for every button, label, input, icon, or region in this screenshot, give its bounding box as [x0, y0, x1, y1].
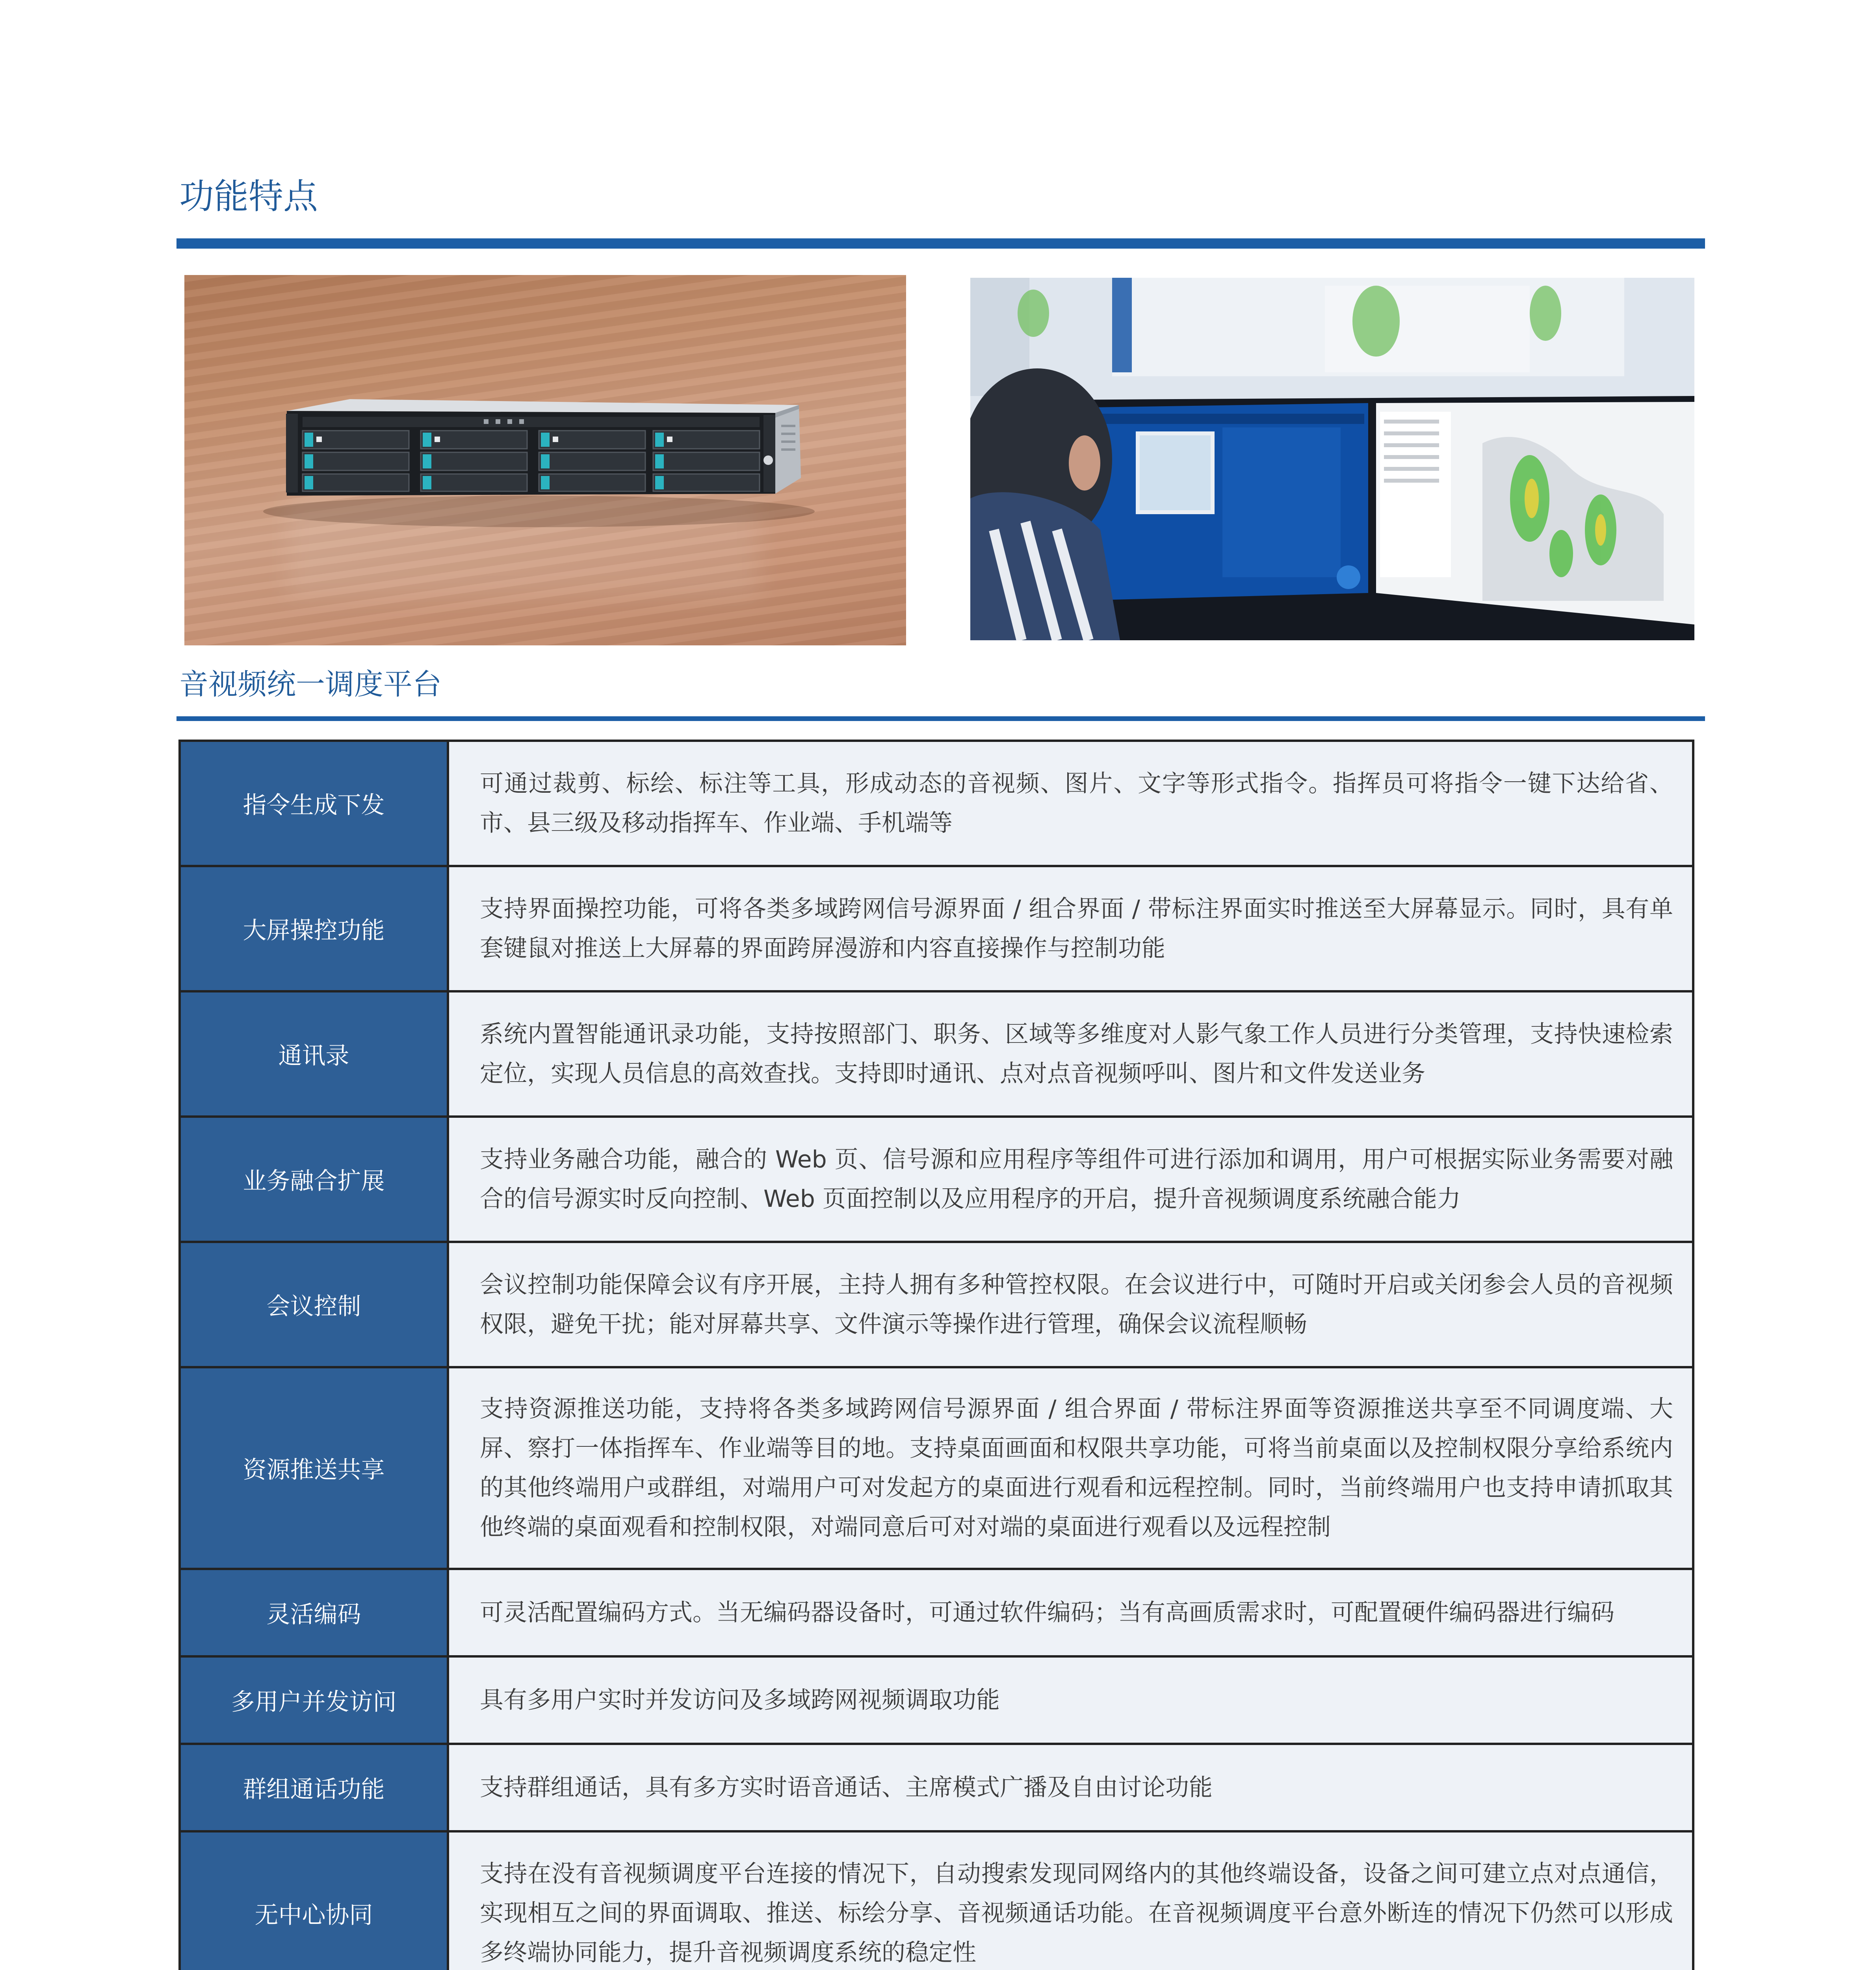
feature-table	[178, 740, 1694, 1970]
table-row	[180, 1744, 1693, 1831]
feature-name: 会议控制	[180, 1242, 448, 1367]
feature-desc: 可通过裁剪、标绘、标注等工具，形成动态的音视频、图片、文字等形式指令。指挥员可将指令一键下达给省、市、县三级及移动指挥车、作业端、手机端等	[448, 741, 1693, 866]
feature-desc: 支持在没有音视频调度平台连接的情况下，自动搜索发现同网络内的其他终端设备，设备之间可建立点对点通信，实现相互之间的界面调取、推送、标绘分享、音视频通话功能。在音视频调度平台意外断连的情况下仍然可以形成多终端协同能力，提升音视频调度系统的稳定性	[448, 1831, 1693, 1970]
feature-desc: 可灵活配置编码方式。当无编码器设备时，可通过软件编码；当有高画质需求时，可配置硬件编码器进行编码	[448, 1569, 1693, 1656]
feature-desc: 支持界面操控功能，可将各类多域跨网信号源界面 / 组合界面 / 带标注界面实时推送至大屏幕显示。同时，具有单套键鼠对推送上大屏幕的界面跨屏漫游和内容直接操作与控制功能	[448, 866, 1693, 991]
feature-name: 群组通话功能	[180, 1744, 448, 1831]
control-room-photo-icon	[970, 278, 1694, 640]
feature-desc: 具有多用户实时并发访问及多域跨网视频调取功能	[448, 1656, 1693, 1744]
feature-name: 无中心协同	[180, 1831, 448, 1970]
table-row	[180, 1569, 1693, 1656]
feature-name: 资源推送共享	[180, 1367, 448, 1569]
table-row	[180, 1656, 1693, 1744]
feature-name: 大屏操控功能	[180, 866, 448, 991]
control-room-photo	[970, 278, 1694, 640]
table-row	[180, 1367, 1693, 1569]
feature-desc: 系统内置智能通讯录功能，支持按照部门、职务、区域等多维度对人影气象工作人员进行分类管理，支持快速检索定位，实现人员信息的高效查找。支持即时通讯、点对点音视频呼叫、图片和文件发送业务	[448, 991, 1693, 1117]
table-row	[180, 741, 1693, 866]
section-title: 音视频统一调度平台	[179, 667, 442, 701]
feature-name: 通讯录	[180, 991, 448, 1117]
server-photo-icon	[184, 275, 906, 645]
feature-name: 灵活编码	[180, 1569, 448, 1656]
server-photo	[184, 275, 906, 645]
feature-name: 多用户并发访问	[180, 1656, 448, 1744]
table-row	[180, 1117, 1693, 1242]
section-rule	[176, 716, 1705, 721]
table-row	[180, 991, 1693, 1117]
page-title: 功能特点	[179, 176, 318, 217]
feature-desc: 会议控制功能保障会议有序开展，主持人拥有多种管控权限。在会议进行中，可随时开启或关闭参会人员的音视频权限，避免干扰；能对屏幕共享、文件演示等操作进行管理，确保会议流程顺畅	[448, 1242, 1693, 1367]
feature-desc: 支持群组通话，具有多方实时语音通话、主席模式广播及自由讨论功能	[448, 1744, 1693, 1831]
feature-desc: 支持资源推送功能，支持将各类多域跨网信号源界面 / 组合界面 / 带标注界面等资源推送共享至不同调度端、大屏、察打一体指挥车、作业端等目的地。支持桌面画面和权限共享功能，可将当前桌面以及控制权限分享给系统内的其他终端用户或群组，对端用户可对发起方的桌面进行观看和远程控制。同时，当前终端用户也支持申请抓取其他终端的桌面观看和控制权限，对端同意后可对对端的桌面进行观看以及远程控制	[448, 1367, 1693, 1569]
table-row	[180, 1831, 1693, 1970]
table-row	[180, 866, 1693, 991]
feature-name: 业务融合扩展	[180, 1117, 448, 1242]
feature-desc: 支持业务融合功能，融合的 Web 页、信号源和应用程序等组件可进行添加和调用，用户可根据实际业务需要对融合的信号源实时反向控制、Web 页面控制以及应用程序的开启，提升音视频调度系统融合能力	[448, 1117, 1693, 1242]
title-rule	[176, 238, 1705, 249]
table-row	[180, 1242, 1693, 1367]
feature-name: 指令生成下发	[180, 741, 448, 866]
